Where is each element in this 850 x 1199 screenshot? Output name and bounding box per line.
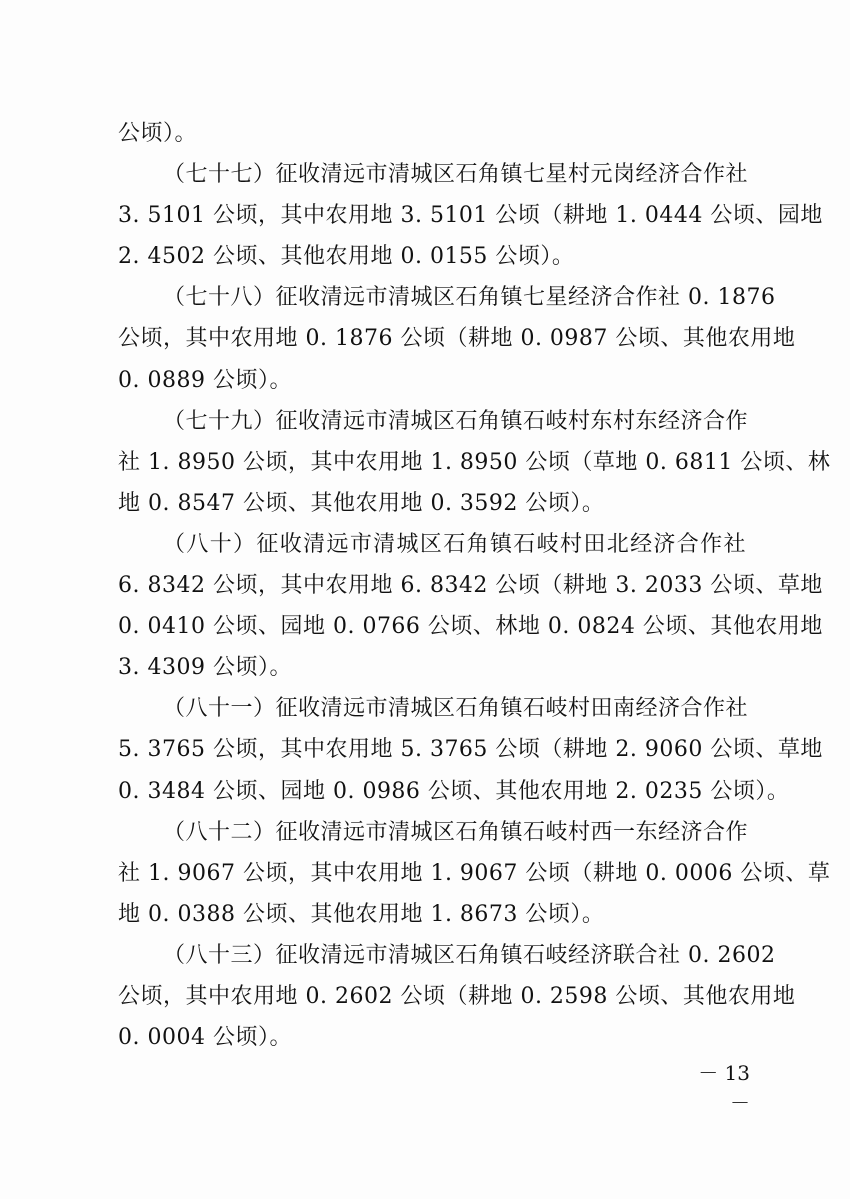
paragraph-line: 社 1. 8950 公顷，其中农用地 1. 8950 公顷（草地 0. 6811 公顷、林 [118, 449, 831, 475]
paragraph-line: （八十三）征收清远市清城区石角镇石岐经济联合社 0. 2602 [163, 942, 776, 968]
paragraph-line: 5. 3765 公顷，其中农用地 5. 3765 公顷（耕地 2. 9060 公顷、草地 [118, 737, 823, 763]
page-number: － 13 － [698, 1061, 750, 1115]
paragraph-line: 2. 4502 公顷、其他农用地 0. 0155 公顷）。 [118, 244, 575, 270]
paragraph-line: （八十一）征收清远市清城区石角镇石岐村田南经济合作社 [163, 696, 749, 722]
paragraph-line: 公顷，其中农用地 0. 2602 公顷（耕地 0. 2598 公顷、其他农用地 [118, 983, 796, 1009]
paragraph-line: 公顷）。 [118, 121, 198, 146]
paragraph-line: （七十九）征收清远市清城区石角镇石岐村东村东经济合作 [163, 408, 749, 434]
paragraph-line: （八十）征收清远市清城区石角镇石岐村田北经济合作社 [163, 531, 746, 557]
paragraph-line: （七十七）征收清远市清城区石角镇七星村元岗经济合作社 [163, 162, 749, 188]
paragraph-line: 公顷，其中农用地 0. 1876 公顷（耕地 0. 0987 公顷、其他农用地 [118, 326, 796, 352]
paragraph-line: 0. 3484 公顷、园地 0. 0986 公顷、其他农用地 2. 0235 公顷）。 [118, 778, 790, 804]
paragraph-line: 0. 0004 公顷）。 [118, 1025, 292, 1051]
paragraph-line: （八十二）征收清远市清城区石角镇石岐村西一东经济合作 [163, 819, 749, 845]
paragraph-line: 地 0. 0388 公顷、其他农用地 1. 8673 公顷）。 [118, 901, 605, 927]
paragraph-line: 社 1. 9067 公顷，其中农用地 1. 9067 公顷（耕地 0. 0006 公顷、草 [118, 860, 831, 886]
paragraph-line: （七十八）征收清远市清城区石角镇七星经济合作社 0. 1876 [163, 285, 776, 311]
paragraph-line: 3. 5101 公顷，其中农用地 3. 5101 公顷（耕地 1. 0444 公顷、园地 [118, 203, 823, 229]
paragraph-line: 3. 4309 公顷）。 [118, 655, 292, 681]
paragraph-line: 0. 0410 公顷、园地 0. 0766 公顷、林地 0. 0824 公顷、其他农用地 [118, 614, 823, 640]
paragraph-line: 地 0. 8547 公顷、其他农用地 0. 3592 公顷）。 [118, 490, 605, 516]
document-body [118, 113, 831, 1058]
paragraph-line: 6. 8342 公顷，其中农用地 6. 8342 公顷（耕地 3. 2033 公顷、草地 [118, 573, 823, 599]
paragraph-line: 0. 0889 公顷）。 [118, 367, 292, 393]
